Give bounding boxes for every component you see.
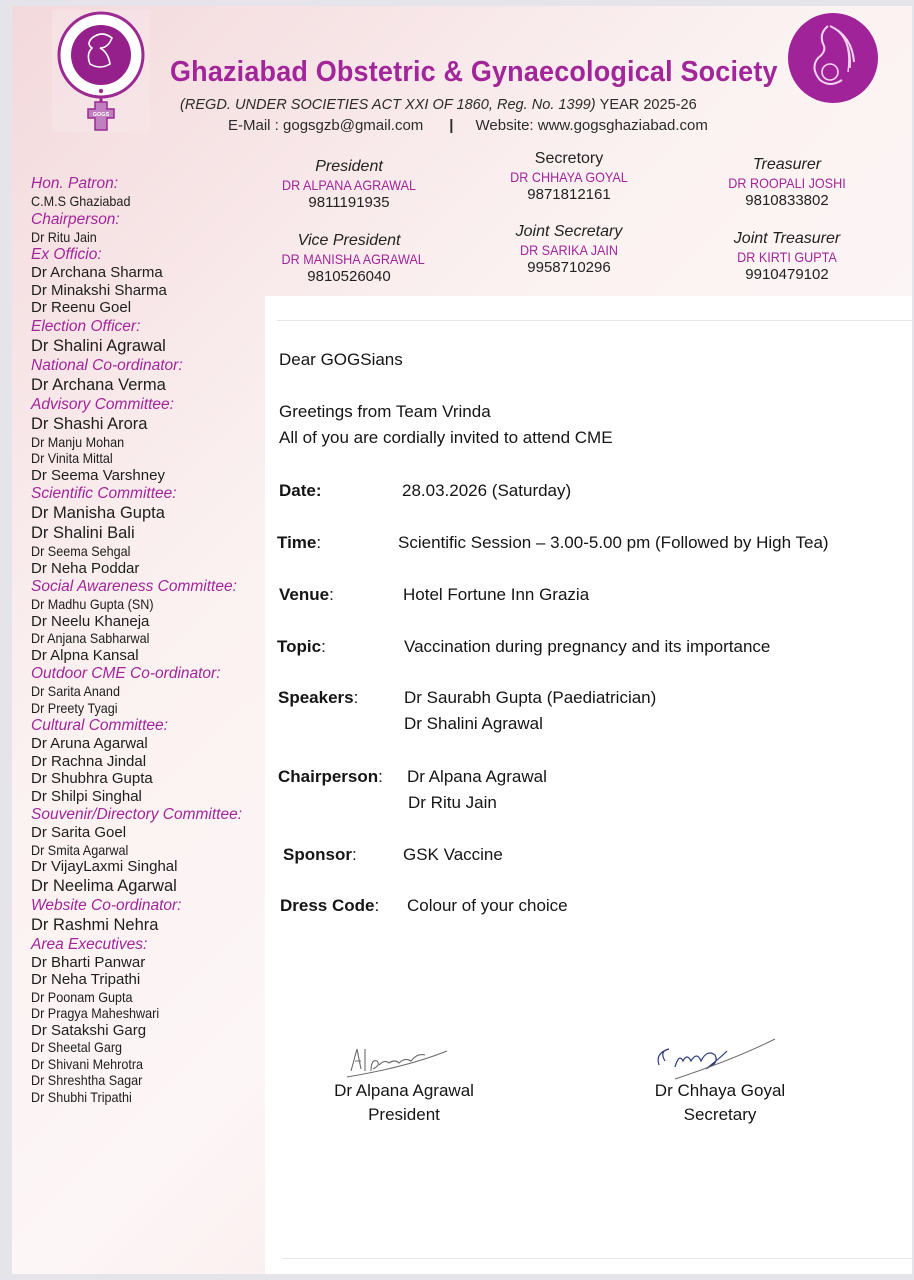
member-name: Dr Seema Sehgal [31, 543, 131, 559]
section-heading: Hon. Patron: [31, 175, 119, 192]
date-row [279, 481, 322, 501]
registration-line [180, 96, 697, 113]
officer-role: Joint Secretary [515, 223, 623, 240]
section-heading: Election Officer: [31, 317, 141, 335]
section-advisory-committee [31, 395, 261, 485]
member-name: Dr Shubhra Gupta [31, 770, 153, 787]
signatory-title: Secretary [683, 1105, 757, 1124]
speaker-1: Dr Saurabh Gupta (Paediatrician) [404, 688, 657, 707]
officer-secretary [494, 150, 644, 203]
topic-value: Vaccination during pregnancy and its importance [404, 637, 771, 656]
speaker-2: Dr Shalini Agrawal [404, 714, 543, 733]
member-name: Dr Ritu Jain [31, 228, 97, 245]
member-name: Dr Manisha Gupta [31, 504, 165, 522]
colon: : [353, 688, 359, 707]
section-heading: Outdoor CME Co-ordinator: [31, 665, 221, 682]
section-outdoor-cme-coordinator [31, 664, 261, 716]
member-name: Dr VijayLaxmi Singhal [31, 858, 178, 875]
chairperson-row [278, 767, 383, 787]
topic-row [277, 637, 326, 657]
officer-role: Vice President [297, 232, 401, 249]
officer-name: DR CHHAYA GOYAL [510, 169, 628, 185]
section-scientific-committee [31, 484, 261, 577]
chairperson-1: Dr Alpana Agrawal [407, 767, 547, 786]
venue-label: Venue [279, 585, 330, 604]
officer-name: DR MANISHA AGRAWAL [281, 251, 425, 267]
member-name: Dr Alpna Kansal [31, 646, 139, 664]
member-name: Dr Poonam Gupta [31, 988, 133, 1005]
officer-phone: 9810833802 [745, 192, 829, 209]
gogs-emblem-logo [52, 10, 150, 132]
salutation: Dear GOGSians [279, 350, 403, 369]
dress-code-row [280, 896, 379, 916]
topic-label: Topic [277, 637, 322, 656]
date-label: Date: [279, 481, 322, 500]
officer-name: DR KIRTI GUPTA [737, 249, 837, 265]
colon: : [316, 533, 322, 552]
member-name: Dr Reenu Goel [31, 299, 132, 316]
section-heading: National Co-ordinator: [31, 356, 183, 374]
officer-name: DR SARIKA JAIN [519, 242, 619, 258]
year-text: YEAR 2025-26 [599, 96, 697, 113]
committee-sidebar [31, 174, 261, 1105]
member-name: Dr Neha Poddar [31, 559, 140, 577]
member-name: Dr Neelu Khaneja [31, 612, 150, 630]
colon: : [329, 585, 334, 604]
member-name: Dr Seema Varshney [31, 466, 165, 484]
member-name: Dr Bharti Panwar [31, 953, 146, 971]
member-name: Dr Rashmi Nehra [31, 915, 159, 934]
section-chairperson [31, 210, 261, 246]
member-name: Dr Shilpi Singhal [31, 787, 142, 805]
section-website-coordinator [31, 896, 261, 935]
section-heading: Souvenir/Directory Committee: [31, 806, 243, 823]
website-text[interactable]: Website: www.gogsghaziabad.com [475, 117, 708, 134]
email-text[interactable]: E-Mail : gogsgzb@gmail.com [228, 117, 424, 134]
member-name: Dr Shreshtha Sagar [31, 1072, 143, 1088]
section-area-executives [31, 935, 261, 1106]
member-name: Dr Shashi Arora [31, 414, 148, 433]
signature-block-president [319, 1031, 489, 1125]
member-name: Dr Pragya Maheshwari [31, 1005, 160, 1021]
signature-icon [635, 1031, 805, 1081]
officer-role: Treasurer [752, 156, 822, 173]
member-name: Dr Vinita Mittal [31, 450, 113, 466]
letter-body [265, 296, 912, 1274]
section-national-coordinator [31, 356, 261, 395]
officer-phone: 9871812161 [527, 186, 611, 203]
member-name: Dr Shivani Mehrotra [31, 1055, 144, 1072]
officer-phone: 9910479102 [745, 266, 829, 283]
speakers-label: Speakers [278, 688, 354, 707]
member-name: Dr Shalini Agrawal [31, 336, 166, 355]
member-name: Dr Archana Verma [31, 375, 166, 394]
member-name: Dr Sheetal Garg [31, 1039, 123, 1055]
signature-block-secretary [635, 1031, 805, 1125]
member-name: Dr Neha Tripathi [31, 971, 141, 988]
bottom-divider [283, 1258, 912, 1259]
member-name: Dr Manju Mohan [31, 433, 125, 450]
member-name: Dr Sarita Goel [31, 824, 127, 841]
member-name: C.M.S Ghaziabad [31, 193, 131, 209]
officer-role: Joint Treasurer [733, 230, 841, 247]
top-divider [277, 320, 912, 321]
officer-joint-treasurer [712, 230, 862, 283]
signatory-name: Dr Alpana Agrawal [334, 1081, 474, 1100]
time-value: Scientific Session – 3.00-5.00 pm (Followed by High Tea) [398, 533, 829, 552]
member-name: Dr Preety Tyagi [31, 699, 118, 716]
officer-role: President [315, 158, 383, 175]
colon: : [374, 896, 380, 915]
colon: : [351, 845, 357, 864]
date-value: 28.03.2026 (Saturday) [402, 481, 572, 500]
signature-icon [319, 1031, 489, 1081]
sponsor-row [283, 845, 357, 865]
time-label: Time [277, 533, 317, 552]
officer-phone: 9958710296 [527, 259, 611, 276]
sponsor-value: GSK Vaccine [403, 845, 503, 864]
mother-baby-logo [784, 12, 882, 104]
section-heading: Advisory Committee: [31, 395, 174, 413]
member-name: Dr Shubhi Tripathi [31, 1088, 132, 1105]
section-heading: Cultural Committee: [31, 717, 168, 734]
officer-name: DR ROOPALI JOSHI [728, 175, 846, 191]
venue-value: Hotel Fortune Inn Grazia [403, 585, 590, 604]
colon: : [378, 767, 383, 786]
member-name: Dr Shalini Bali [31, 524, 135, 542]
member-name: Dr Smita Agarwal [31, 841, 129, 858]
member-name: Dr Neelima Agarwal [31, 876, 177, 895]
chairperson-label: Chairperson [278, 767, 379, 786]
greeting: Greetings from Team Vrinda [279, 402, 491, 421]
letterhead-page [12, 6, 912, 1274]
svg-text:GOGS: GOGS [92, 112, 110, 118]
section-election-officer [31, 317, 261, 356]
section-ex-officio [31, 245, 261, 317]
section-heading: Scientific Committee: [31, 485, 177, 502]
member-name: Dr Sarita Anand [31, 683, 120, 699]
separator: | [449, 117, 454, 134]
chairperson-2: Dr Ritu Jain [408, 793, 497, 812]
member-name: Dr Archana Sharma [31, 264, 163, 281]
officer-joint-secretary [494, 223, 644, 276]
member-name: Dr Aruna Agarwal [31, 735, 148, 752]
member-name: Dr Rachna Jindal [31, 752, 147, 770]
contact-line [228, 117, 708, 134]
signatory-title: President [368, 1105, 440, 1124]
section-heading: Website Co-ordinator: [31, 896, 182, 914]
registration-text: (REGD. UNDER SOCIETIES ACT XXI OF 1860, Reg. No. 1399) [180, 96, 596, 113]
member-name: Dr Madhu Gupta (SN) [31, 596, 154, 612]
speakers-row [278, 688, 358, 708]
sponsor-label: Sponsor [283, 845, 352, 864]
section-cultural-committee [31, 716, 261, 805]
member-name: Dr Satakshi Garg [31, 1021, 147, 1039]
section-hon-patron [31, 174, 261, 210]
officer-vice-president [274, 232, 424, 285]
section-heading: Social Awareness Committee: [31, 578, 237, 595]
section-heading: Area Executives: [31, 935, 148, 953]
section-souvenir-directory-committee [31, 805, 261, 896]
officer-name: DR ALPANA AGRAWAL [282, 177, 416, 193]
member-name: Dr Minakshi Sharma [31, 281, 167, 299]
officer-phone: 9810526040 [307, 268, 391, 285]
section-heading: Chairperson: [31, 210, 120, 228]
officer-president [274, 158, 424, 211]
time-row [277, 533, 321, 553]
dress-code-value: Colour of your choice [407, 896, 568, 915]
officer-phone: 9811191935 [308, 194, 390, 211]
colon: : [321, 637, 326, 656]
section-social-awareness-committee [31, 577, 261, 664]
organization-name: Ghaziabad Obstetric & Gynaecological Society [170, 56, 778, 88]
venue-row [279, 585, 334, 605]
member-name: Dr Anjana Sabharwal [31, 630, 150, 646]
section-heading: Ex Officio: [31, 246, 102, 263]
invitation: All of you are cordially invited to attend CME [279, 428, 613, 447]
officer-treasurer [712, 156, 862, 209]
signatory-name: Dr Chhaya Goyal [654, 1081, 786, 1100]
dress-code-label: Dress Code [280, 896, 375, 915]
officer-role: Secretory [534, 150, 604, 167]
